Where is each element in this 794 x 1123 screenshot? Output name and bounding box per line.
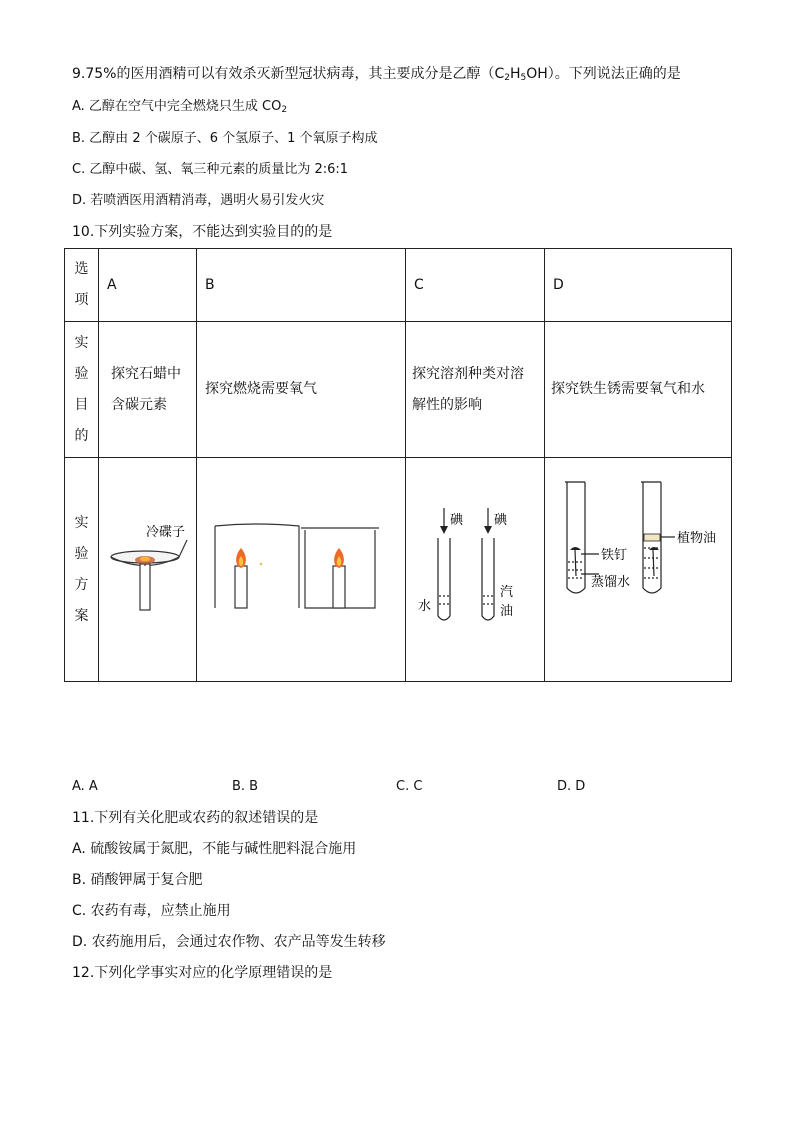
column-header-c bbox=[406, 249, 545, 322]
plan-c bbox=[406, 458, 545, 682]
q11-stem: 11.下列有关化肥或农药的叙述错误的是 bbox=[72, 810, 319, 826]
purpose-text: 探究铁生锈需要氧气和水 bbox=[551, 381, 705, 397]
table-row-plan bbox=[65, 458, 732, 682]
q9-stem-part: OH）。下列说法正确的是 bbox=[526, 66, 681, 82]
q11-option-b: B. 硝酸钾属于复合肥 bbox=[72, 872, 203, 888]
label-char: 案 bbox=[74, 607, 89, 624]
q9-stem-sub: 2 bbox=[504, 73, 510, 83]
column-header-d bbox=[545, 249, 732, 322]
table-row-purpose bbox=[65, 322, 732, 458]
cold-dish-label: 冷碟子 bbox=[146, 525, 186, 540]
column-header-text: A bbox=[107, 276, 117, 293]
plant-oil-label: 植物油 bbox=[677, 531, 717, 546]
q10-answer-d: D. D bbox=[557, 779, 586, 794]
q11-option-a: A. 硫酸铵属于氮肥，不能与碱性肥料混合施用 bbox=[72, 841, 357, 857]
purpose-b bbox=[197, 322, 406, 458]
purpose-c bbox=[406, 322, 545, 458]
q10-answer-c: C. C bbox=[396, 779, 423, 794]
purpose-text: 探究燃烧需要氧气 bbox=[205, 381, 317, 397]
row-label-purpose bbox=[65, 322, 99, 458]
gasoline-label: 油 bbox=[500, 604, 514, 619]
plan-d bbox=[545, 458, 732, 682]
q10-stem: 10.下列实验方案，不能达到实验目的的是 bbox=[72, 224, 333, 240]
q9-option-a bbox=[72, 97, 287, 120]
cold-dish-diagram bbox=[99, 458, 196, 677]
label-char: 项 bbox=[74, 292, 89, 308]
purpose-text: 含碳元素 bbox=[111, 396, 167, 413]
gasoline-label: 汽 bbox=[500, 585, 514, 600]
solvent-diagram bbox=[406, 458, 544, 677]
iodine-label: 碘 bbox=[494, 513, 508, 528]
label-char: 目 bbox=[74, 396, 89, 413]
q9-option-a-sub: 2 bbox=[281, 105, 288, 115]
column-header-b bbox=[197, 249, 406, 322]
q9-option-b: B. 乙醇由 2 个碳原子、6 个氢原子、1 个氧原子构成 bbox=[72, 131, 378, 146]
q9-option-c: C. 乙醇中碳、氢、氧三种元素的质量比为 2:6:1 bbox=[72, 162, 349, 177]
label-char: 实 bbox=[74, 334, 89, 351]
plan-b bbox=[197, 458, 406, 682]
purpose-text: 探究溶剂种类对溶 bbox=[412, 365, 524, 382]
q9-option-a-text: A. 乙醇在空气中完全燃烧只生成 CO bbox=[72, 99, 282, 114]
iodine-label: 碘 bbox=[450, 513, 464, 528]
plan-a bbox=[99, 458, 197, 682]
row-label-option bbox=[65, 249, 99, 322]
purpose-text: 探究石蜡中 bbox=[111, 365, 181, 382]
rusting-diagram bbox=[545, 458, 731, 677]
combustion-oxygen-diagram bbox=[197, 458, 405, 677]
column-header-text: C bbox=[414, 276, 424, 293]
water-label: 水 bbox=[418, 599, 432, 614]
q9-stem-part: H bbox=[509, 66, 521, 82]
label-char: 的 bbox=[74, 427, 89, 444]
column-header-a bbox=[99, 249, 197, 322]
purpose-text: 解性的影响 bbox=[412, 396, 482, 413]
column-header-text: D bbox=[553, 276, 564, 293]
q9-option-d: D. 若喷洒医用酒精消毒，遇明火易引发火灾 bbox=[72, 193, 325, 208]
experiment-table bbox=[64, 248, 732, 682]
q12-stem: 12.下列化学事实对应的化学原理错误的是 bbox=[72, 965, 333, 981]
distilled-water-label: 蒸馏水 bbox=[591, 575, 631, 590]
table-row-options bbox=[65, 249, 732, 322]
q10-answer-b: B. B bbox=[232, 779, 259, 794]
label-char: 方 bbox=[74, 576, 89, 593]
q10-answer-a: A. A bbox=[72, 779, 98, 794]
iron-nail-label: 铁钉 bbox=[601, 548, 628, 563]
q11-option-c: C. 农药有毒，应禁止施用 bbox=[72, 903, 231, 919]
column-header-text: B bbox=[205, 276, 215, 293]
purpose-d bbox=[545, 322, 732, 458]
label-char: 选 bbox=[74, 261, 89, 277]
label-char: 验 bbox=[74, 545, 89, 562]
q9-stem-sub: 5 bbox=[520, 73, 527, 83]
q9-stem-part: 9.75%的医用酒精可以有效杀灭新型冠状病毒，其主要成分是乙醇（C bbox=[72, 66, 505, 82]
label-char: 实 bbox=[74, 514, 89, 531]
row-label-plan bbox=[65, 458, 99, 682]
purpose-a bbox=[99, 322, 197, 458]
label-char: 验 bbox=[74, 365, 89, 382]
q11-option-d: D. 农药施用后，会通过农作物、农产品等发生转移 bbox=[72, 934, 386, 950]
q9-stem bbox=[72, 64, 681, 88]
